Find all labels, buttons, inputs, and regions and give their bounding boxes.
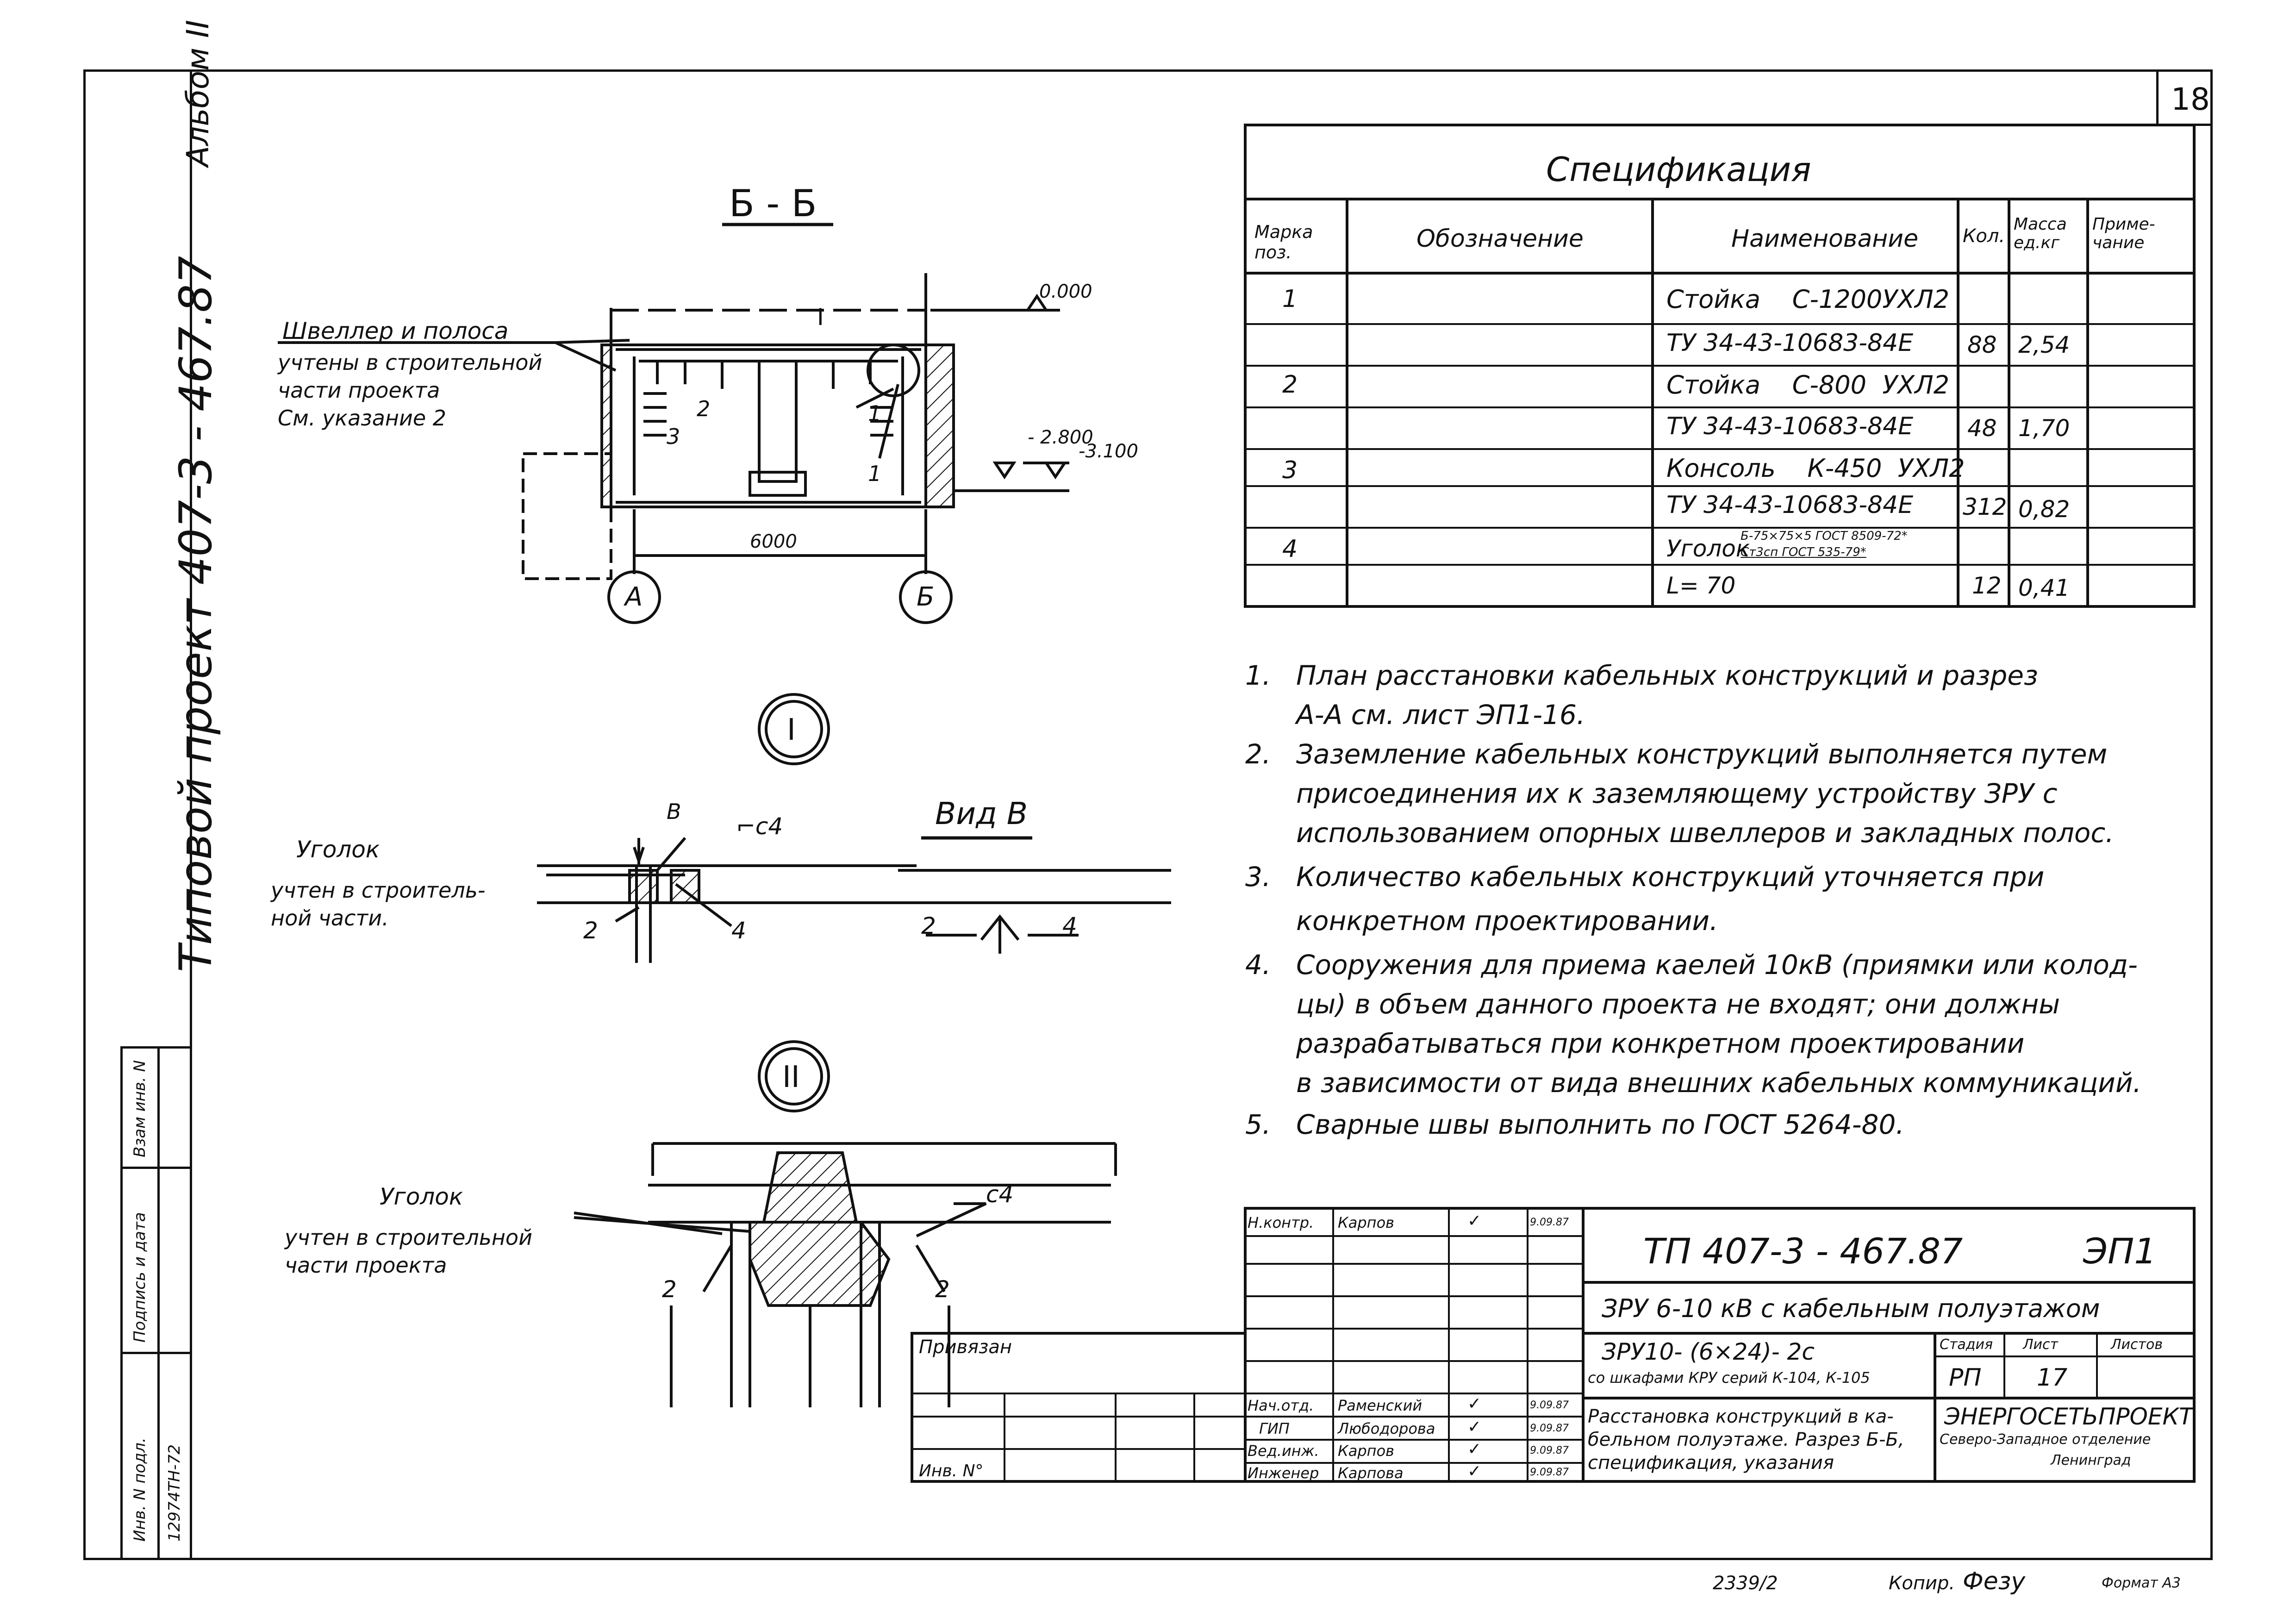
spec-row-name: Стойка С-1200УХЛ2 xyxy=(1666,285,1950,314)
bb-cable-trench xyxy=(523,454,611,579)
spec-row-pos: 4 xyxy=(1282,535,1298,563)
tb-stage-label: Стадия xyxy=(1940,1337,1993,1353)
note-line: присоединения их к заземляющему устройству ЗРУ с xyxy=(1296,778,2058,809)
spec-header-qty: Кол. xyxy=(1963,225,2005,247)
left-stamp-col1: Взам инв. N xyxy=(131,1060,149,1157)
note-line: цы) в объем данного проекта не входят; они должны xyxy=(1296,988,2060,1020)
node2-leader-3: части проекта xyxy=(285,1253,447,1278)
tb-sheet-code: ЭП1 xyxy=(2083,1230,2157,1272)
note-line: конкретном проектировании. xyxy=(1296,905,1718,937)
spec-row-mass: 0,82 xyxy=(2018,496,2070,523)
bb-pos-3: 1 xyxy=(868,401,882,426)
node1-title: I xyxy=(787,713,796,747)
bb-width: 6000 xyxy=(750,531,797,552)
bb-pos-2: 3 xyxy=(667,424,680,449)
bb-pos-1: 2 xyxy=(697,396,711,421)
tb-person-sign: ✓ xyxy=(1467,1212,1482,1230)
bb-right-wall xyxy=(926,345,954,507)
tb-person-date: 9.09.87 xyxy=(1530,1217,1569,1228)
spec-row-pos: 1 xyxy=(1282,285,1298,313)
spec-header-designation: Обозначение xyxy=(1416,225,1584,253)
spec-row-qty: 48 xyxy=(1967,415,1997,442)
node1-pos-right: 4 xyxy=(731,917,746,944)
bb-callout-roman: I xyxy=(817,304,824,331)
note-line: План расстановки кабельных конструкций и разрез xyxy=(1296,660,2038,691)
bb-leader-3: части проекта xyxy=(278,378,440,403)
node2-leader-1: Уголок xyxy=(380,1183,463,1210)
sheet-number: 18 xyxy=(2171,81,2210,117)
tb-person-date: 9.09.87 xyxy=(1530,1399,1569,1411)
tb-person-name: Карпов xyxy=(1338,1442,1394,1460)
tb-person-sign: ✓ xyxy=(1467,1418,1482,1437)
left-stamp-col2: Подпись и дата xyxy=(131,1212,149,1343)
note-line: в зависимости от вида внешних кабельных коммуникаций. xyxy=(1296,1067,2142,1099)
left-stamp-inv: 12974TH-72 xyxy=(165,1444,184,1542)
spec-row-mass: 2,54 xyxy=(2018,331,2070,358)
left-stamp-col3: Инв. N подл. xyxy=(131,1437,149,1542)
tb-description: спецификация, указания xyxy=(1588,1452,1834,1474)
footer-format: Формат А3 xyxy=(2102,1575,2181,1591)
spec-row-mass: 1,70 xyxy=(2018,415,2070,442)
spec-header-pos: Марка поз. xyxy=(1254,222,1313,262)
album-label: Альбом II xyxy=(180,19,216,167)
node1-pos-left: 2 xyxy=(583,917,598,944)
bb-leader-4: См. указание 2 xyxy=(278,406,447,431)
bb-pos-4: 1 xyxy=(868,461,882,486)
node2-leader-2: учтен в строительной xyxy=(285,1225,532,1250)
tb-description: бельном полуэтаже. Разрез Б-Б, xyxy=(1588,1429,1904,1450)
note-line: Количество кабельных конструкций уточняется при xyxy=(1296,861,2045,893)
node1-weld-label: ⌐с4 xyxy=(736,813,783,840)
spec-row-name: L= 70 xyxy=(1666,572,1736,599)
footer-copied: Копир. xyxy=(1889,1573,1955,1594)
bb-consoles xyxy=(643,361,893,435)
note-num: 1. xyxy=(1245,660,1271,691)
spec-row-name: Стойка С-800 УХЛ2 xyxy=(1666,370,1950,400)
spec-header-mass: Масса ед.кг xyxy=(2014,215,2067,252)
tb-sheet-label: Лист xyxy=(2023,1337,2059,1353)
tb-variant: ЗРУ10- (6×24)- 2с xyxy=(1602,1338,1815,1365)
node2-title: II xyxy=(782,1060,800,1094)
view-b-title: Вид В xyxy=(935,796,1028,831)
tb-person-sign: ✓ xyxy=(1467,1440,1482,1459)
tb-inv-label: Инв. N° xyxy=(919,1462,984,1480)
spec-row-name-sub: Ст3сп ГОСТ 535-79* xyxy=(1741,545,1866,559)
bb-level-mid: - 2.800 xyxy=(1028,427,1093,448)
tb-org-sub: Ленинград xyxy=(2051,1452,2131,1468)
node1-leader-2: учтен в строитель- xyxy=(271,878,486,903)
spec-header-name: Наименование xyxy=(1731,225,1919,253)
tb-object: ЗРУ 6-10 кВ с кабельным полуэтажом xyxy=(1602,1294,2100,1323)
spec-row-pos: 2 xyxy=(1282,371,1298,399)
view-b-pos-right: 4 xyxy=(1062,912,1077,939)
view-b-pos-left: 2 xyxy=(921,912,936,939)
tb-sheet: 17 xyxy=(2037,1364,2068,1392)
bb-level-bottom: -3.100 xyxy=(1079,441,1138,462)
footer-copied-sign: Фезу xyxy=(1963,1568,2026,1595)
note-line: А-А см. лист ЭП1-16. xyxy=(1296,699,1585,731)
node1-arrow-label: В xyxy=(667,799,681,824)
tb-person-role: Вед.инж. xyxy=(1248,1442,1319,1460)
note-num: 3. xyxy=(1245,861,1271,893)
bb-callout-circle xyxy=(868,345,919,396)
spec-row-name: ТУ 34-43-10683-84Е xyxy=(1666,491,1914,519)
spec-row-qty: 88 xyxy=(1967,331,1997,358)
note-num: 2. xyxy=(1245,738,1271,770)
spec-title: Спецификация xyxy=(1546,150,1811,189)
bb-left-wall xyxy=(602,345,611,507)
spec-row-name-sup: Б-75×75×5 ГОСТ 8509-72* xyxy=(1741,529,1908,543)
tb-variant-sub: со шкафами КРУ серий К-104, К-105 xyxy=(1588,1369,1870,1387)
note-num: 5. xyxy=(1245,1109,1271,1140)
tb-person-role: Инженер xyxy=(1248,1464,1319,1482)
tb-org: ЭНЕРГОСЕТЬПРОЕКТ xyxy=(1944,1403,2193,1430)
note-line: Заземление кабельных конструкций выполняется путем xyxy=(1296,738,2108,770)
footer-order: 2339/2 xyxy=(1713,1573,1778,1594)
note-line: Сооружения для приема каелей 10кВ (приямки или колод- xyxy=(1296,949,2138,981)
tb-bound-label: Привязан xyxy=(919,1337,1012,1358)
node1-leader-1: Уголок xyxy=(296,836,380,863)
spec-row-qty: 12 xyxy=(1972,572,2002,599)
bb-title: Б - Б xyxy=(729,182,817,225)
tb-sheets-label: Листов xyxy=(2111,1337,2163,1353)
tb-person-date: 9.09.87 xyxy=(1530,1467,1569,1478)
spec-row-name: Уголок xyxy=(1666,535,1750,562)
tb-person-sign: ✓ xyxy=(1467,1462,1482,1481)
note-line: использованием опорных швеллеров и закладных полос. xyxy=(1296,817,2114,849)
bb-leader-2: учтены в строительной xyxy=(278,350,543,375)
bb-leader-1: Швеллер и полоса xyxy=(282,318,509,344)
note-line: разрабатываться при конкретном проектировании xyxy=(1296,1028,2025,1059)
bb-level-top: 0.000 xyxy=(1039,281,1092,302)
spec-header-note: Приме-чание xyxy=(2092,215,2155,252)
node2-weld-label: с4 xyxy=(986,1181,1014,1208)
tb-person-name: Карпова xyxy=(1338,1464,1404,1482)
node2-pos-right: 2 xyxy=(935,1276,950,1303)
tb-person-name: Раменский xyxy=(1338,1397,1423,1414)
tb-description: Расстановка конструкций в ка- xyxy=(1588,1406,1894,1427)
tb-person-role: Нач.отд. xyxy=(1248,1397,1314,1414)
spec-row-qty: 312 xyxy=(1963,493,2007,520)
bb-axis-a-label: А xyxy=(625,582,643,612)
tb-person-role: Н.контр. xyxy=(1248,1214,1314,1231)
tb-stage: РП xyxy=(1949,1364,1982,1392)
tb-person-sign: ✓ xyxy=(1467,1394,1482,1413)
project-vertical: Типовой проект 407-3 - 467.87 xyxy=(170,256,222,972)
tb-person-date: 9.09.87 xyxy=(1530,1423,1569,1434)
spec-row-name: ТУ 34-43-10683-84Е xyxy=(1666,329,1914,357)
node1-leader-3: ной части. xyxy=(271,906,389,931)
tb-code: ТП 407-3 - 467.87 xyxy=(1643,1230,1963,1272)
tb-person-role: ГИП xyxy=(1259,1420,1290,1437)
spec-row-name: Консоль К-450 УХЛ2 xyxy=(1666,454,1965,483)
tb-person-name: Любодорова xyxy=(1338,1420,1435,1437)
node2-pos-left: 2 xyxy=(662,1276,677,1303)
spec-row-pos: 3 xyxy=(1282,456,1298,484)
tb-person-name: Карпов xyxy=(1338,1214,1394,1231)
spec-row-mass: 0,41 xyxy=(2018,575,2070,601)
tb-person-date: 9.09.87 xyxy=(1530,1445,1569,1456)
bb-axis-b-label: Б xyxy=(917,582,935,612)
note-line: Сварные швы выполнить по ГОСТ 5264-80. xyxy=(1296,1109,1904,1140)
tb-org-sub: Северо-Западное отделение xyxy=(1940,1431,2151,1448)
spec-row-name: ТУ 34-43-10683-84Е xyxy=(1666,412,1914,440)
node1-plate xyxy=(537,866,917,903)
note-num: 4. xyxy=(1245,949,1271,981)
